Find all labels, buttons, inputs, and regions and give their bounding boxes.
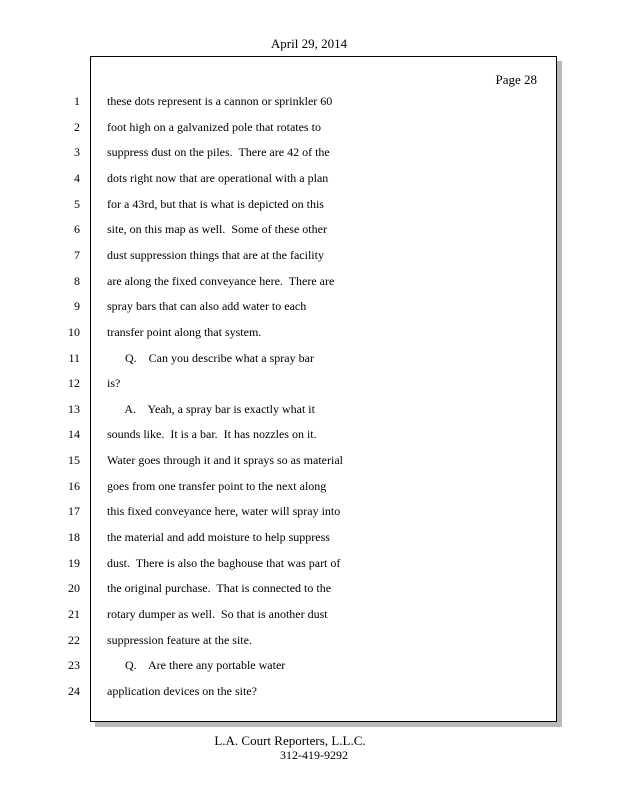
line-number: 19 <box>68 556 80 570</box>
line-number: 12 <box>68 376 80 390</box>
line-number: 24 <box>68 684 80 698</box>
transcript-line: dots right now that are operational with a plan <box>107 171 329 185</box>
transcript-line: Q. Can you describe what a spray bar <box>107 351 314 365</box>
line-number: 13 <box>68 402 80 416</box>
line-number: 21 <box>68 607 80 621</box>
transcript-line: Q. Are there any portable water <box>107 658 286 672</box>
transcript-line: this fixed conveyance here, water will spray into <box>107 504 341 518</box>
line-number: 11 <box>68 351 80 365</box>
transcript-line: application devices on the site? <box>107 684 257 698</box>
line-number: 4 <box>74 171 80 185</box>
transcript-line: foot high on a galvanized pole that rotates to <box>107 120 321 134</box>
court-reporter-name: L.A. Court Reporters, L.L.C. <box>214 733 366 748</box>
line-number: 14 <box>68 427 80 441</box>
transcript-date: April 29, 2014 <box>270 36 348 51</box>
line-number: 1 <box>74 94 80 108</box>
transcript-line: these dots represent is a cannon or sprinkler 60 <box>107 94 333 108</box>
transcript-line: suppress dust on the piles. There are 42 of the <box>107 145 330 159</box>
transcript-line: the material and add moisture to help suppress <box>107 530 330 544</box>
transcript-line: for a 43rd, but that is what is depicted on this <box>107 197 324 211</box>
court-reporter-phone: 312-419-9292 <box>280 748 348 762</box>
transcript-line: dust suppression things that are at the facility <box>107 248 324 262</box>
line-number: 17 <box>68 504 80 518</box>
line-number: 16 <box>68 479 80 493</box>
line-number: 20 <box>68 581 80 595</box>
line-number: 7 <box>74 248 80 262</box>
transcript-line: goes from one transfer point to the next along <box>107 479 327 493</box>
transcript-line: dust. There is also the baghouse that was part of <box>107 556 341 570</box>
line-number: 18 <box>68 530 80 544</box>
transcript-line: rotary dumper as well. So that is another dust <box>107 607 328 621</box>
transcript-line: is? <box>107 376 121 390</box>
line-number: 5 <box>74 197 80 211</box>
line-number: 23 <box>68 658 80 672</box>
line-number: 10 <box>68 325 80 339</box>
transcript-line: spray bars that can also add water to each <box>107 299 307 313</box>
transcript-line: site, on this map as well. Some of these other <box>107 222 327 236</box>
line-number: 8 <box>74 274 80 288</box>
line-number: 22 <box>68 633 80 647</box>
transcript-line: Water goes through it and it sprays so as material <box>107 453 343 467</box>
transcript-line: suppression feature at the site. <box>107 633 252 647</box>
line-number: 2 <box>74 120 80 134</box>
transcript-line: transfer point along that system. <box>107 325 262 339</box>
line-number: 15 <box>68 453 80 467</box>
transcript-line: are along the fixed conveyance here. There are <box>107 274 335 288</box>
line-number: 3 <box>74 145 80 159</box>
transcript-line: A. Yeah, a spray bar is exactly what it <box>107 402 315 416</box>
line-number: 9 <box>74 299 80 313</box>
transcript-line: the original purchase. That is connected to the <box>107 581 332 595</box>
line-number: 6 <box>74 222 80 236</box>
page-number: Page 28 <box>495 72 537 87</box>
transcript-line: sounds like. It is a bar. It has nozzles on it. <box>107 427 317 441</box>
